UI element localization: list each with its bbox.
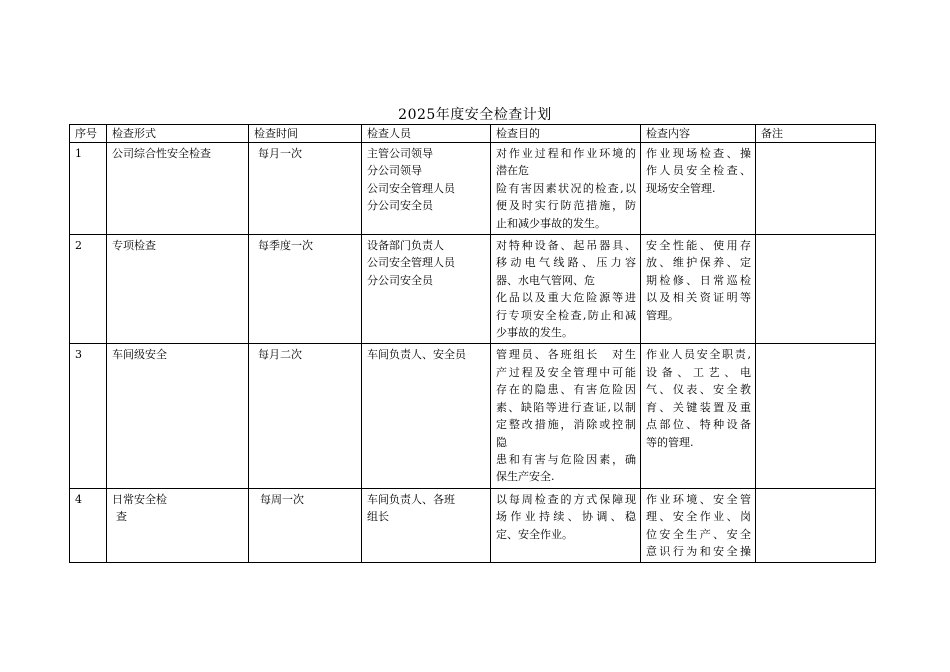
cell-line: 以及相关资证明等 bbox=[646, 291, 751, 305]
cell-line: 险有害因素状况的检查,以 bbox=[496, 181, 636, 195]
cell-line: 主管公司领导 bbox=[367, 147, 433, 160]
cell-line: 分公司安全员 bbox=[367, 273, 433, 287]
cell-form bbox=[107, 488, 249, 563]
cell-line: 分公司安全员 bbox=[367, 199, 433, 213]
cell-line: 意识行为和安全操 bbox=[646, 544, 751, 558]
header-form: 检查形式 bbox=[107, 125, 249, 143]
cell-line: 行专项安全检查,防止和减 bbox=[496, 308, 636, 322]
cell-line: 少事故的发生。 bbox=[496, 326, 573, 340]
cell-staff bbox=[362, 488, 491, 563]
cell-line: 每月二次 bbox=[258, 348, 302, 362]
cell-staff bbox=[362, 344, 491, 488]
table-row bbox=[70, 143, 876, 235]
header-remark: 备注 bbox=[756, 125, 876, 143]
cell-line: 管理。 bbox=[646, 308, 679, 322]
cell-line: 素、缺陷等进行查证,以制 bbox=[496, 400, 636, 414]
cell-line: 定整改措施，消除或控制 bbox=[496, 418, 636, 432]
cell-line: 专项检查 bbox=[112, 239, 156, 253]
cell-line: 作人员安全检查、 bbox=[646, 164, 751, 178]
header-no: 序号 bbox=[70, 125, 107, 143]
cell-line: 场作业持续、协调、稳 bbox=[496, 510, 636, 524]
cell-line: 点部位、特种设备 bbox=[646, 418, 751, 432]
cell-no: 4 bbox=[70, 488, 107, 563]
cell-content bbox=[641, 488, 756, 563]
cell-line: 设备、工艺、电 bbox=[646, 365, 751, 379]
cell-staff bbox=[362, 143, 491, 235]
cell-line: 每月一次 bbox=[258, 147, 302, 160]
cell-time bbox=[249, 235, 362, 344]
cell-line: 车间负责人、安全员 bbox=[367, 348, 466, 362]
cell-line: 位安全生产、安全 bbox=[646, 527, 751, 541]
cell-line: 组长 bbox=[367, 510, 389, 524]
cell-remark bbox=[756, 344, 876, 488]
cell-line: 定、安全作业。 bbox=[496, 527, 573, 541]
cell-line: 作业人员安全职责, bbox=[646, 348, 751, 362]
table-header-row bbox=[70, 125, 876, 143]
cell-line: 期检修、日常巡检 bbox=[646, 273, 751, 287]
cell-line: 每季度一次 bbox=[258, 239, 313, 253]
cell-purpose bbox=[491, 344, 641, 488]
table-row bbox=[70, 344, 876, 488]
cell-line: 公司安全管理人员 bbox=[367, 256, 455, 270]
cell-line: 公司综合性安全检查 bbox=[112, 147, 211, 160]
cell-line: 潜在危 bbox=[496, 164, 529, 178]
cell-no: 2 bbox=[70, 235, 107, 344]
cell-line: 以每周检查的方式保障现 bbox=[496, 492, 636, 506]
cell-purpose bbox=[491, 235, 641, 344]
cell-line: 作业环境、安全管 bbox=[646, 492, 751, 506]
inspection-plan-table bbox=[69, 124, 876, 563]
cell-line: 作业现场检查、操 bbox=[646, 147, 751, 160]
cell-remark bbox=[756, 488, 876, 563]
cell-purpose bbox=[491, 488, 641, 563]
cell-line: 等的管理. bbox=[646, 435, 694, 449]
cell-time bbox=[249, 344, 362, 488]
cell-line: 管理员、各班组长 对生 bbox=[496, 348, 636, 362]
cell-staff bbox=[362, 235, 491, 344]
cell-content bbox=[641, 143, 756, 235]
cell-line: 育、关键装置及重 bbox=[646, 400, 751, 414]
cell-line: 公司安全管理人员 bbox=[367, 181, 455, 195]
header-purpose: 检查目的 bbox=[491, 125, 641, 143]
cell-line: 对特种设备、起吊器具、 bbox=[496, 239, 636, 253]
header-content: 检查内容 bbox=[641, 125, 756, 143]
cell-form bbox=[107, 235, 249, 344]
cell-line: 患和有害与危险因素，确 bbox=[496, 452, 636, 466]
cell-line: 产过程及安全管理中可能 bbox=[496, 365, 636, 379]
table-row bbox=[70, 235, 876, 344]
cell-line: 止和减少事故的发生。 bbox=[496, 216, 606, 230]
cell-line: 气、仪表、安全教 bbox=[646, 383, 751, 397]
cell-line: 车间负责人、各班 bbox=[367, 492, 455, 506]
cell-line: 分公司领导 bbox=[367, 164, 422, 178]
cell-content bbox=[641, 344, 756, 488]
cell-form bbox=[107, 143, 249, 235]
cell-line: 理、安全作业、岗 bbox=[646, 510, 751, 524]
cell-line: 日常安全检 bbox=[112, 492, 167, 506]
table-row bbox=[70, 488, 876, 563]
cell-time bbox=[249, 143, 362, 235]
cell-line: 对作业过程和作业环境的 bbox=[496, 147, 636, 160]
cell-line: 现场安全管理. bbox=[646, 181, 716, 195]
cell-line: 器、水电气管网、危 bbox=[496, 273, 595, 287]
cell-line: 每周一次 bbox=[260, 492, 304, 506]
cell-time bbox=[249, 488, 362, 563]
header-time: 检查时间 bbox=[249, 125, 362, 143]
cell-no: 1 bbox=[70, 143, 107, 235]
cell-no: 3 bbox=[70, 344, 107, 488]
cell-line: 便及时实行防范措施，防 bbox=[496, 199, 636, 213]
cell-line: 放、维护保养、定 bbox=[646, 256, 751, 270]
cell-purpose bbox=[491, 143, 641, 235]
cell-line: 化品以及重大危险源等进 bbox=[496, 291, 636, 305]
cell-form bbox=[107, 344, 249, 488]
cell-line: 安全性能、使用存 bbox=[646, 239, 751, 253]
cell-line: 车间级安全 bbox=[112, 348, 167, 362]
cell-line: 存在的隐患、有害危险因 bbox=[496, 383, 636, 397]
header-staff: 检查人员 bbox=[362, 125, 491, 143]
cell-line: 移动电气线路、压力容 bbox=[496, 256, 636, 270]
cell-line: 隐 bbox=[496, 435, 507, 449]
cell-line: 设备部门负责人 bbox=[367, 239, 444, 253]
cell-remark bbox=[756, 143, 876, 235]
cell-remark bbox=[756, 235, 876, 344]
cell-content bbox=[641, 235, 756, 344]
cell-line: 查 bbox=[116, 510, 127, 524]
cell-line: 保生产安全. bbox=[496, 470, 555, 484]
page-title: 2025年度安全检查计划 bbox=[398, 107, 552, 123]
